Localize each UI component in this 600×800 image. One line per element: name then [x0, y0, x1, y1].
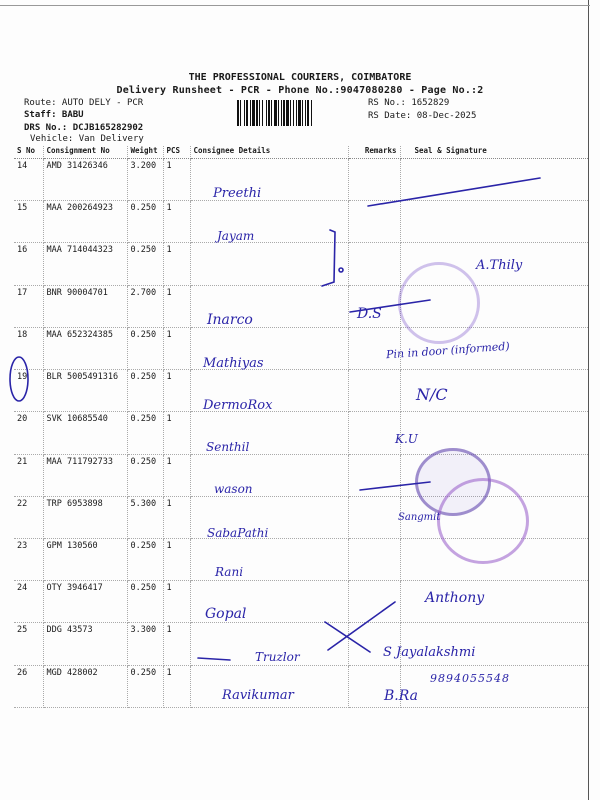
col-consignment: Consignment No	[43, 146, 127, 159]
cell-sno: 24	[14, 581, 43, 623]
cell-pcs: 1	[163, 370, 190, 412]
cell-consignment: SVK 10685540	[43, 412, 127, 454]
col-pcs: PCS	[163, 146, 190, 159]
ink-stroke	[360, 482, 430, 490]
cell-pcs: 1	[163, 201, 190, 243]
hw-consignee-name: Preethi	[213, 186, 262, 201]
cell-sno: 18	[14, 327, 43, 369]
hw-signature: D.S	[357, 306, 382, 322]
hw-consignee-name: SabaPathi	[207, 526, 269, 540]
cell-pcs: 1	[163, 412, 190, 454]
cell-weight: 0.250	[127, 665, 163, 707]
cell-consignment: BNR 90004701	[43, 285, 127, 327]
hw-signature: S Jayalakshmi	[383, 645, 476, 660]
cell-pcs: 1	[163, 159, 190, 201]
cell-consignment: TRP 6953898	[43, 496, 127, 538]
cell-weight: 3.200	[127, 159, 163, 201]
col-weight: Weight	[127, 146, 163, 159]
cell-weight: 2.700	[127, 285, 163, 327]
cell-weight: 0.250	[127, 370, 163, 412]
cell-consignment: GPM 130560	[43, 538, 127, 580]
rs-number: RS No.: 1652829	[368, 98, 450, 108]
ink-dot	[339, 268, 343, 272]
ink-stroke	[368, 178, 540, 206]
hw-consignee-name: Ravikumar	[222, 688, 294, 703]
company-title: THE PROFESSIONAL COURIERS, COIMBATORE	[188, 72, 412, 83]
bracket-stroke	[322, 230, 335, 286]
cell-pcs: 1	[163, 496, 190, 538]
hw-consignee-name: Inarco	[207, 312, 253, 328]
cell-weight: 0.250	[127, 538, 163, 580]
hw-consignee-name: Jayam	[217, 229, 255, 243]
strike-stroke	[198, 658, 230, 660]
hw-signature: Anthony	[425, 590, 485, 606]
cell-pcs: 1	[163, 327, 190, 369]
hw-signature: N/C	[416, 385, 448, 404]
hw-phone-number: 9894055548	[430, 672, 510, 685]
cell-sno: 17	[14, 285, 43, 327]
hw-signature: B.Ra	[384, 688, 418, 704]
cell-pcs: 1	[163, 454, 190, 496]
cell-sno: 22	[14, 496, 43, 538]
cell-weight: 0.250	[127, 454, 163, 496]
hw-signature: K.U	[395, 432, 418, 446]
cell-consignment: MAA 711792733	[43, 454, 127, 496]
cell-pcs: 1	[163, 243, 190, 285]
cell-weight: 0.250	[127, 412, 163, 454]
cell-weight: 0.250	[127, 327, 163, 369]
cell-weight: 3.300	[127, 623, 163, 665]
cell-sno: 16	[14, 243, 43, 285]
cell-weight: 0.250	[127, 201, 163, 243]
row-circle-mark	[10, 357, 28, 401]
cell-weight: 5.300	[127, 496, 163, 538]
col-consignee: Consignee Details	[190, 146, 348, 159]
drs-number: DRS No.: DCJB165282902	[24, 123, 144, 133]
col-seal: Seal & Signature	[400, 146, 588, 159]
cell-consignment: MGD 428002	[43, 665, 127, 707]
cell-sno: 25	[14, 623, 43, 665]
cell-pcs: 1	[163, 285, 190, 327]
cell-sno: 14	[14, 159, 43, 201]
runsheet-subtitle: Delivery Runsheet - PCR - Phone No.:9047080280 - Page No.:2	[116, 85, 484, 96]
cell-sno: 20	[14, 412, 43, 454]
vehicle-label: Vehicle: Van Delivery	[30, 134, 144, 144]
cell-sno: 15	[14, 201, 43, 243]
cell-sno: 19	[14, 370, 43, 412]
col-remarks: Remarks	[348, 146, 400, 159]
col-sno: S No	[14, 146, 43, 159]
cell-consignment: MAA 200264923	[43, 201, 127, 243]
rs-date: RS Date: 08-Dec-2025	[368, 111, 477, 121]
hw-consignee-name: Rani	[215, 565, 244, 579]
hw-consignee-name: Truzlor	[255, 650, 300, 664]
hw-consignee-name: wason	[214, 482, 253, 496]
hw-consignee-name: Gopal	[205, 606, 247, 622]
cell-consignment: MAA 714044323	[43, 243, 127, 285]
staff-label: Staff: BABU	[24, 110, 84, 120]
cell-pcs: 1	[163, 538, 190, 580]
cell-weight: 0.250	[127, 243, 163, 285]
hw-consignee-name: DermoRox	[203, 398, 273, 413]
cell-consignment: OTY 3946417	[43, 581, 127, 623]
route-label: Route: AUTO DELY - PCR	[24, 98, 144, 108]
cell-sno: 26	[14, 665, 43, 707]
cell-weight: 0.250	[127, 581, 163, 623]
cell-consignment: AMD 31426346	[43, 159, 127, 201]
cross-stroke	[328, 602, 395, 650]
cell-consignment: BLR 5005491316	[43, 370, 127, 412]
hw-consignee-name: Mathiyas	[203, 356, 264, 371]
cell-consignment: MAA 652324385	[43, 327, 127, 369]
hw-signature: A.Thily	[476, 258, 523, 273]
hw-consignee-name: Senthil	[206, 440, 250, 454]
cell-sno: 23	[14, 538, 43, 580]
cell-pcs: 1	[163, 665, 190, 707]
cell-consignment: DDG 43573	[43, 623, 127, 665]
hw-signature: Sangmit	[398, 512, 441, 523]
cell-pcs: 1	[163, 581, 190, 623]
hw-remark: Pin in door (informed)	[385, 339, 511, 362]
cell-sno: 21	[14, 454, 43, 496]
cell-pcs: 1	[163, 623, 190, 665]
